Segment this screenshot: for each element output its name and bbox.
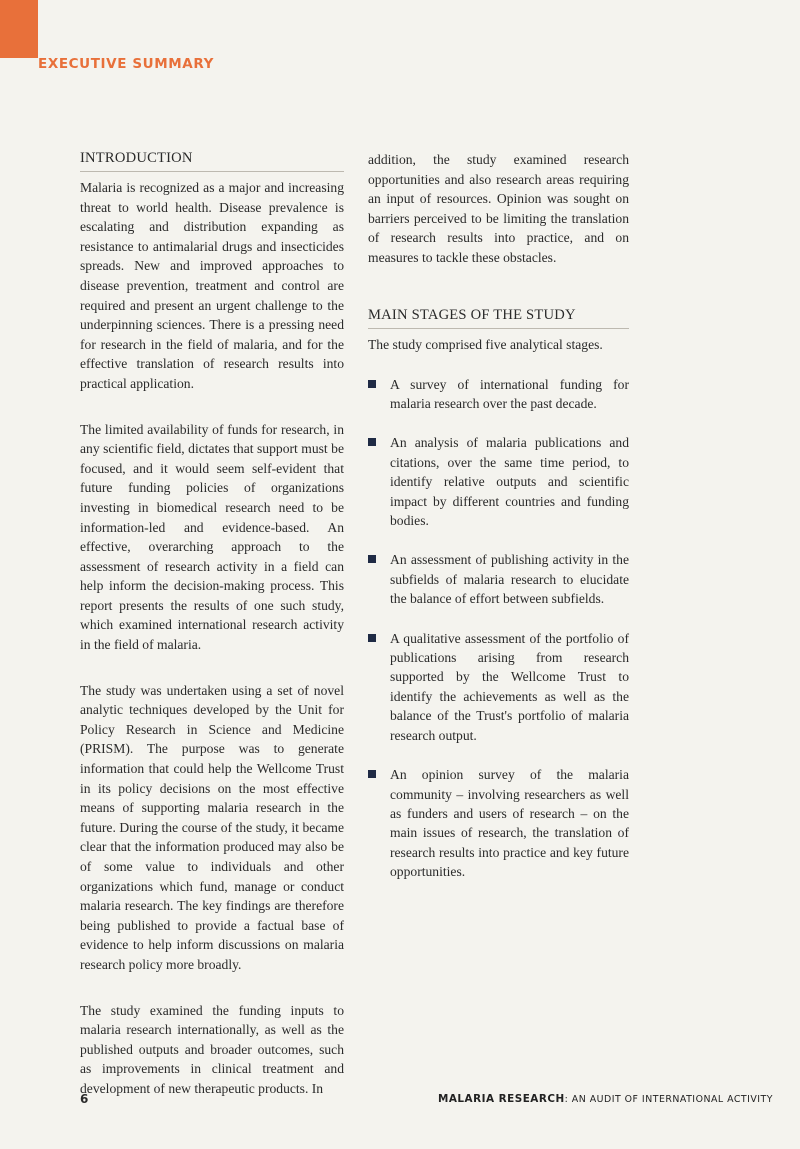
intro-paragraph-1: Malaria is recognized as a major and increasing threat to world health. Disease prevalence is escalating and distribution expanding as resistance to antimalarial drugs and insecticides spreads. New and improved approaches to disease prevention, treatment and control are required and present an urgent challenge to the underpinning sciences. There is a pressing need for research in the field of malaria, and for the effective translation of research results into practical application. xyxy=(80,180,344,391)
intro-paragraph-3: The study was undertaken using a set of novel analytic techniques developed by the Unit for Policy Research in Science and Medicine (PRISM). The purpose was to generate information that could help the Wellcome Trust in its policy decisions on the most effective means of supporting malaria research in the future. During the course of the study, it became clear that the information produced may also be of some value to individuals and other organizations which fund, manage or conduct malaria research. The key findings are therefore being published to provide a factual base of evidence to help inform discussions on malaria research policy more broadly. xyxy=(80,682,344,972)
intro-paragraph-5: addition, the study examined research opportunities and also research areas requiring an input of resources. Opinion was sought on barriers perceived to be limiting the translation of research results into practice, and on measures to tackle these obstacles. xyxy=(368,152,629,265)
introduction-heading: INTRODUCTION xyxy=(80,150,344,172)
footer-title-strong: MALARIA RESEARCH xyxy=(438,1093,565,1105)
square-bullet-icon xyxy=(368,634,376,642)
square-bullet-icon xyxy=(368,380,376,388)
footer-title-rest: : AN AUDIT OF INTERNATIONAL ACTIVITY xyxy=(564,1094,773,1105)
stage-item: A qualitative assessment of the portfolio of publications arising from research supported by the Wellcome Trust to identify the achievements as well as the balance of the Trust's portfolio of malaria research output. xyxy=(368,629,629,745)
intro-paragraph-4: The study examined the funding inputs to malaria research internationally, as well as the published outputs and broader outcomes, such as improvements in clinical treatment and development of new therapeutic products. In xyxy=(80,1002,344,1096)
square-bullet-icon xyxy=(368,438,376,446)
stage-item: An assessment of publishing activity in the subfields of malaria research to elucidate the balance of effort between subfields. xyxy=(368,550,629,608)
section-label: EXECUTIVE SUMMARY xyxy=(38,56,214,72)
stage-item: An opinion survey of the malaria community – involving researchers as well as funders and users of research – on the main issues of research, the translation of research results into practice and key future opportunities. xyxy=(368,765,629,881)
main-stages-heading: MAIN STAGES OF THE STUDY xyxy=(368,307,629,329)
intro-paragraph-2: The limited availability of funds for research, in any scientific field, dictates that support must be focused, and it would seem self-evident that future funding policies of organizations investing in biomedical research need to be information-led and evidence-based. An effective, overarching approach to the assessment of research activity in a field can help inform the decision-making process. This report presents the results of one such study, which examined international research activity in the field of malaria. xyxy=(80,421,344,653)
stage-item: An analysis of malaria publications and citations, over the same time period, to identify relative outputs and scientific impact by different countries and funding bodies. xyxy=(368,433,629,530)
section-color-tab xyxy=(0,0,38,58)
right-column-top xyxy=(368,150,629,296)
stage-item: A survey of international funding for malaria research over the past decade. xyxy=(368,375,629,414)
page-number: 6 xyxy=(80,1092,89,1106)
stages-lead: The study comprised five analytical stages. xyxy=(368,337,603,352)
running-footer-title xyxy=(438,1093,773,1105)
square-bullet-icon xyxy=(368,770,376,778)
stages-list xyxy=(368,375,629,882)
left-column xyxy=(80,150,344,1125)
right-column-stages xyxy=(368,307,629,902)
square-bullet-icon xyxy=(368,555,376,563)
